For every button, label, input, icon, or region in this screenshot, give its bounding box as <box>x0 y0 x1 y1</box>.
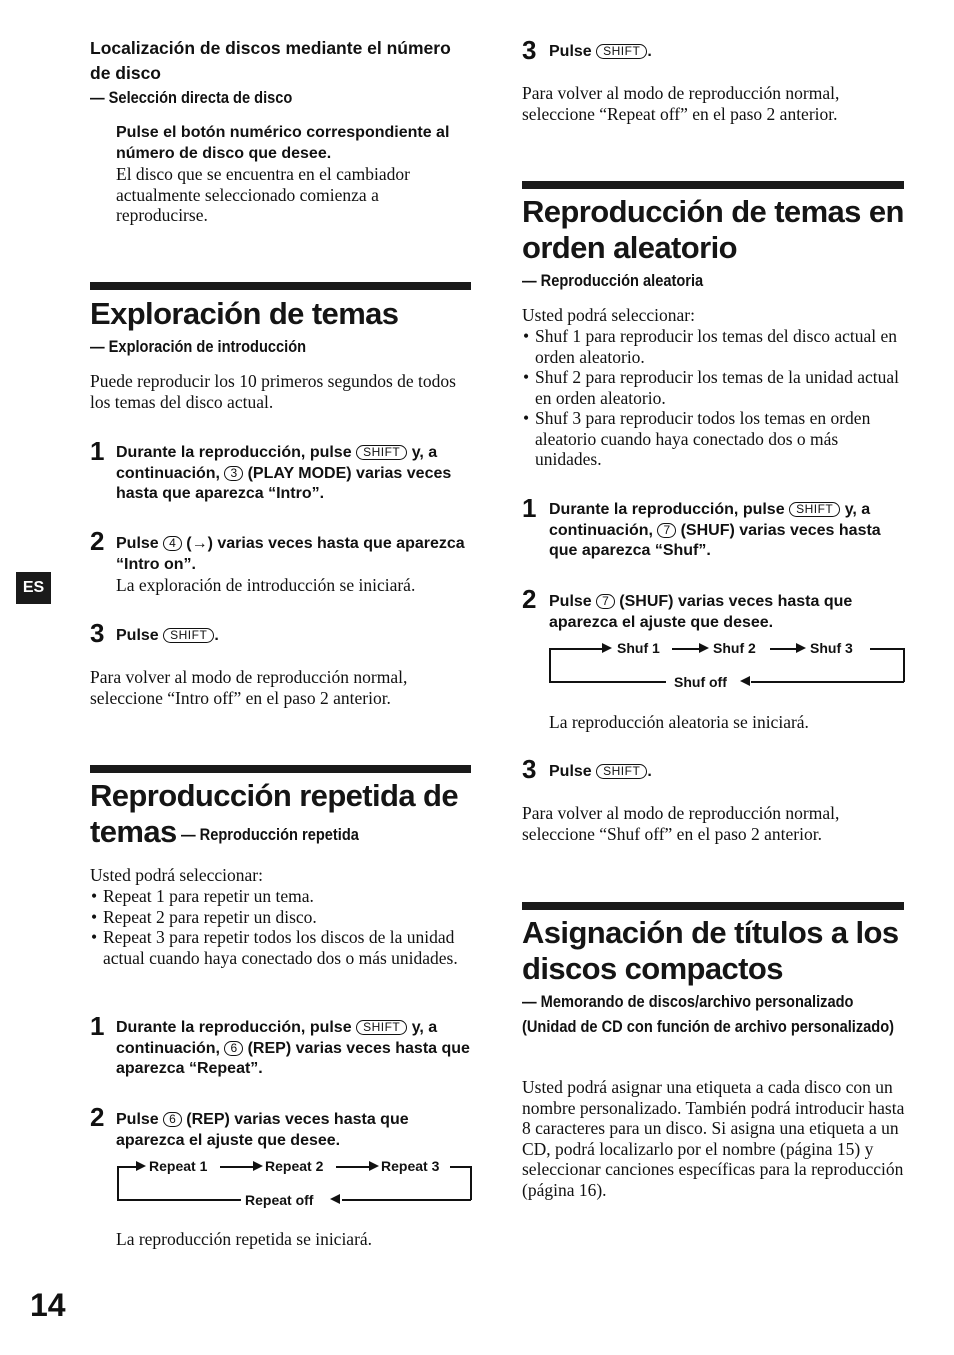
disc-titles-body: Usted podrá asignar una etiqueta a cada disco con un nombre personalizado. También podrá introducir hasta 8 caracteres para un disco. Si asigna una etiqueta a un CD, podrá localizarlo por el nombre (página 15) y seleccionar canciones específicas para la reproducción (página 16). <box>522 1077 905 1200</box>
repeat-options-list <box>90 886 465 968</box>
scan-intro: Puede reproducir los 10 primeros segundos de todos los temas del disco actual. <box>90 371 456 412</box>
list-item: • Repeat 2 para repetir un disco. <box>90 907 465 928</box>
flow-label: Shuf 3 <box>810 640 853 656</box>
shift-key: SHIFT <box>596 764 647 779</box>
scan-step-1: Durante la reproducción, pulse SHIFT y, a continuación, 3 (PLAY MODE) varias veces hasta que aparezca “Intro”. <box>116 444 452 502</box>
shift-key: SHIFT <box>596 44 647 59</box>
step-number: 3 <box>522 754 537 784</box>
shift-key: SHIFT <box>163 628 214 643</box>
locate-description: El disco que se encuentra en el cambiador actualmente seleccionado comienza a reproducirse. <box>116 164 410 225</box>
repeat-title-line-2: temas — Reproducción repetida <box>90 814 359 849</box>
shuffle-outro: Para volver al modo de reproducción normal, seleccione “Shuf off” en el paso 2 anterior. <box>522 803 840 844</box>
shuffle-step-3: Pulse SHIFT . <box>549 763 652 780</box>
shuffle-subtitle: — Reproducción aleatoria <box>522 271 704 290</box>
key-7: 7 <box>657 523 676 538</box>
scan-subtitle: — Exploración de introducción <box>90 337 307 356</box>
step-number: 3 <box>522 35 537 65</box>
shift-key: SHIFT <box>356 445 407 460</box>
flow-label: Repeat 3 <box>381 1158 440 1174</box>
locate-heading: Localización de discos mediante el número de disco <box>90 38 451 83</box>
repeat-step-3: Pulse SHIFT . <box>549 43 652 60</box>
disc-titles-subtitle: — Memorando de discos/archivo personalizado (Unidad de CD con función de archivo personalizado) <box>522 992 895 1036</box>
flow-label: Shuf 1 <box>617 640 660 656</box>
step-number: 3 <box>90 618 105 648</box>
step-number: 1 <box>522 493 537 523</box>
list-item: • Shuf 2 para reproducir los temas de la unidad actual en orden aleatorio. <box>522 367 904 408</box>
locate-instruction: Pulse el botón numérico correspondiente al número de disco que desee. <box>116 124 450 162</box>
step-number: 2 <box>90 1102 105 1132</box>
flow-label: Repeat 1 <box>149 1158 208 1174</box>
shuffle-step-2-note: La reproducción aleatoria se iniciará. <box>549 712 809 732</box>
scan-step-2-note: La exploración de introducción se iniciará. <box>116 575 416 595</box>
repeat-step-1: Durante la reproducción, pulse SHIFT y, a continuación, 6 (REP) varias veces hasta que aparezca “Repeat”. <box>116 1019 470 1077</box>
page-number: 14 <box>30 1287 66 1323</box>
list-item: • Shuf 3 para reproducir todos los temas en orden aleatorio cuando haya conectado dos o más unidades. <box>522 408 904 470</box>
step-number: 1 <box>90 436 105 466</box>
list-item: • Shuf 1 para reproducir los temas del disco actual en orden aleatorio. <box>522 326 904 367</box>
repeat-outro: Para volver al modo de reproducción normal, seleccione “Repeat off” en el paso 2 anterior. <box>522 83 840 124</box>
key-3: 3 <box>224 466 243 481</box>
section-rule <box>90 765 471 773</box>
flow-label: Repeat off <box>245 1192 314 1208</box>
repeat-intro: Usted podrá seleccionar: <box>90 865 263 885</box>
key-7: 7 <box>596 594 615 609</box>
section-rule <box>90 282 471 290</box>
scan-title: Exploración de temas <box>90 296 399 331</box>
repeat-title: Reproducción repetida de <box>90 778 458 813</box>
step-number: 2 <box>90 526 105 556</box>
key-6: 6 <box>224 1041 243 1056</box>
shuffle-intro: Usted podrá seleccionar: <box>522 305 695 325</box>
key-6: 6 <box>163 1112 182 1127</box>
disc-titles-title: Asignación de títulos a los discos compactos <box>522 915 899 986</box>
shift-key: SHIFT <box>789 502 840 517</box>
step-number: 1 <box>90 1011 105 1041</box>
step-number: 2 <box>522 584 537 614</box>
language-tab: ES <box>16 572 51 604</box>
scan-step-3: Pulse SHIFT . <box>116 627 219 644</box>
list-item: • Repeat 3 para repetir todos los discos de la unidad actual cuando haya conectado dos o más unidades. <box>90 927 465 968</box>
repeat-step-2-note: La reproducción repetida se iniciará. <box>116 1229 373 1249</box>
flow-label: Shuf 2 <box>713 640 756 656</box>
shuffle-title: Reproducción de temas en orden aleatorio <box>522 194 904 265</box>
section-rule <box>522 181 904 189</box>
list-item: • Repeat 1 para repetir un tema. <box>90 886 465 907</box>
shuffle-options-list <box>522 326 904 470</box>
shuffle-step-2: Pulse 7 (SHUF) varias veces hasta que aparezca el ajuste que desee. <box>549 593 853 631</box>
shuffle-step-1: Durante la reproducción, pulse SHIFT y, a continuación, 7 (SHUF) varias veces hasta que aparezca “Shuf”. <box>549 501 881 559</box>
flow-label: Repeat 2 <box>265 1158 324 1174</box>
flow-label: Shuf off <box>674 674 727 690</box>
scan-outro: Para volver al modo de reproducción normal, seleccione “Intro off” en el paso 2 anterior. <box>90 667 408 708</box>
repeat-step-2: Pulse 6 (REP) varias veces hasta que aparezca el ajuste que desee. <box>116 1111 409 1149</box>
key-4: 4 <box>163 536 182 551</box>
shift-key: SHIFT <box>356 1020 407 1035</box>
scan-step-2: Pulse 4 (→) varias veces hasta que aparezca “Intro on”. <box>116 535 465 573</box>
section-rule <box>522 902 904 910</box>
locate-subheading: — Selección directa de disco <box>90 88 293 107</box>
